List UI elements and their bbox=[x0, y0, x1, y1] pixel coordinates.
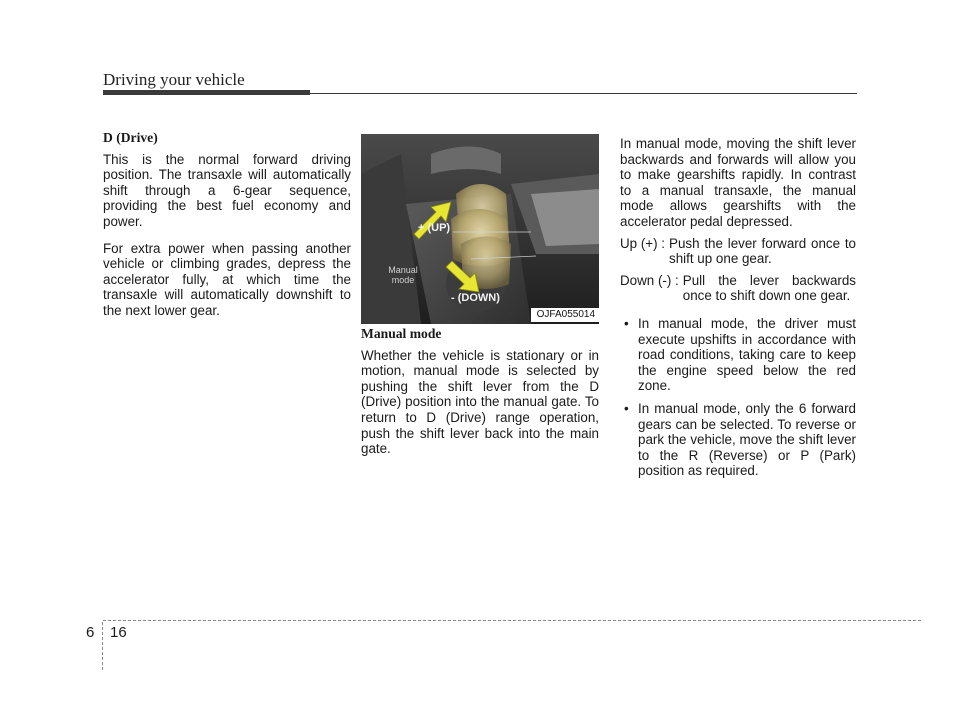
header-rule-thin bbox=[310, 93, 857, 94]
column-left bbox=[103, 130, 351, 319]
shift-lever-figure bbox=[361, 134, 599, 324]
figure-code: OJFA055014 bbox=[531, 308, 599, 322]
definition-up-term: Up (+) : bbox=[620, 235, 666, 251]
paragraph-manual-mode: Whether the vehicle is stationary or in motion, manual mode is selected by pushing the shift lever from the D (Drive) position into the manual gate. To return to D (Drive) range operation, push the shift lever back into the main gate. bbox=[361, 347, 599, 457]
bullet-item-forward-gears: • In manual mode, only the 6 forward gears can be selected. To reverse or park the vehicle, move the shift lever to the R (Reverse) or P (Park) position as required. bbox=[620, 401, 856, 479]
definition-down bbox=[620, 273, 856, 304]
paragraph-drive-2: For extra power when passing another vehicle or climbing grades, depress the accelerator fully, at which time the transaxle will automatically downshift to the next lower gear. bbox=[103, 240, 351, 318]
up-label: + (UP) bbox=[418, 222, 451, 234]
header-rule-thick bbox=[103, 90, 310, 95]
footer-rule bbox=[103, 620, 921, 621]
section-number: 6 bbox=[86, 624, 95, 641]
definition-up-text: Push the lever forward once to shift up one gear. bbox=[669, 235, 856, 267]
section-heading-manual-mode: Manual mode bbox=[361, 326, 442, 341]
paragraph-drive-1: This is the normal forward driving position. The transaxle will automatically shift through a 6-gear sequence, providing the best fuel economy and power. bbox=[103, 151, 351, 229]
column-right bbox=[620, 136, 856, 486]
definition-up bbox=[620, 236, 856, 267]
bullet-item-upshifts: • In manual mode, the driver must execute upshifts in accordance with road conditions, taking care to keep the engine speed below the red zone. bbox=[620, 316, 856, 394]
manual-mode-label-line1: Manual bbox=[388, 265, 418, 275]
manual-mode-label-line2: mode bbox=[391, 275, 415, 285]
column-middle bbox=[361, 326, 599, 457]
footer-divider bbox=[102, 622, 103, 670]
down-label: - (DOWN) bbox=[451, 292, 500, 304]
definition-down-term: Down (-) : bbox=[620, 272, 679, 288]
manual-mode-label bbox=[383, 265, 423, 285]
paragraph-manual-intro: In manual mode, moving the shift lever backwards and forwards will allow you to make gearshifts rapidly. In contrast to a manual transaxle, the manual mode allows gearshifts with the accelerator pedal depressed. bbox=[620, 136, 856, 229]
section-heading-drive: D (Drive) bbox=[103, 130, 158, 145]
page-number: 16 bbox=[110, 624, 127, 641]
bullet-list bbox=[620, 316, 856, 479]
definition-down-text: Pull the lever backwards once to shift down one gear. bbox=[682, 272, 856, 304]
page-header-title: Driving your vehicle bbox=[103, 70, 245, 89]
